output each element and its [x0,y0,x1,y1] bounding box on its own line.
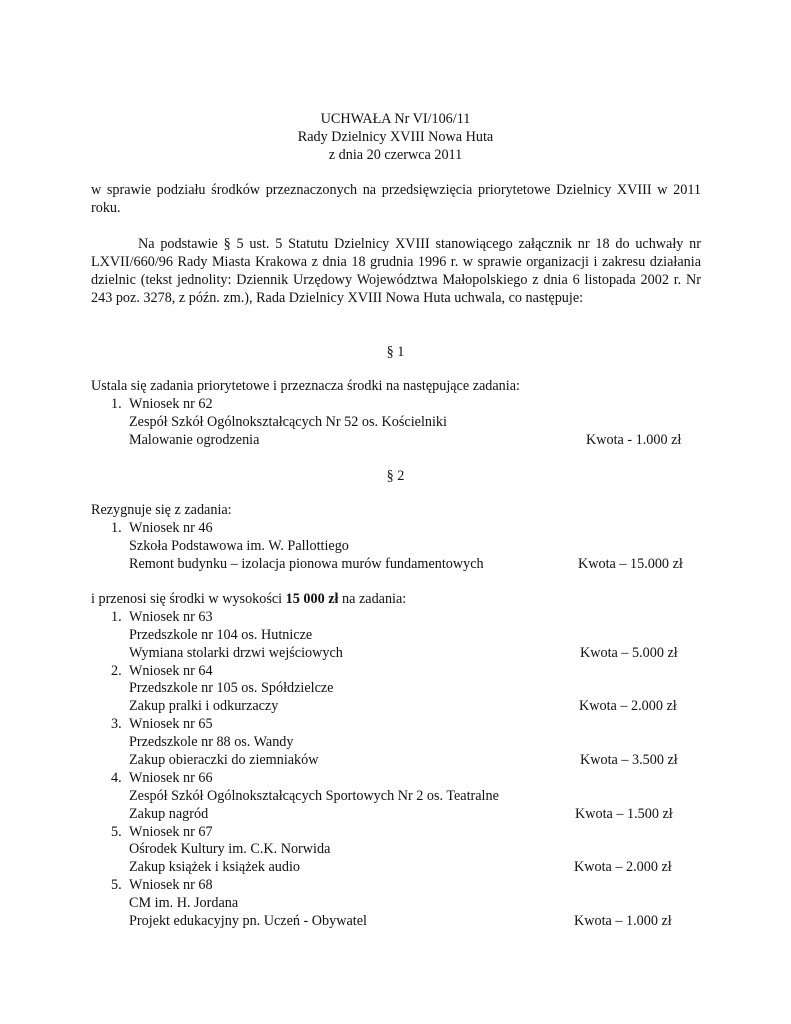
item-amount: Kwota - 1.000 zł [586,431,682,448]
list-item [91,520,711,538]
list-item [91,824,711,842]
list-item [91,609,711,627]
transfer-suffix: na zadania: [338,591,407,607]
item-title: Wniosek nr 62 [129,395,213,412]
section-1-mark: § 1 [386,344,405,360]
section-2-transfer [91,591,711,931]
item-amount: Kwota – 2.000 zł [574,859,672,876]
item-number: 5. [111,823,122,840]
item-amount: Kwota – 1.000 zł [574,913,672,930]
item-task: Zakup pralki i odkurzaczy [129,698,279,715]
item-number: 1. [111,519,122,536]
item-institution: Zespół Szkół Ogólnokształcących Sportowych Nr 2 os. Teatralne [129,787,499,804]
item-number: 4. [111,769,122,786]
item-task: Zakup obieraczki do ziemniaków [129,752,319,769]
resolution-subject: w sprawie podziału środków przeznaczonych na przedsięwzięcia priorytetowe Dzielnicy XVIII w 2011 roku. [91,182,701,216]
item-title: Wniosek nr 68 [129,877,213,894]
item-institution: Przedszkole nr 88 os. Wandy [129,734,294,751]
item-institution: Przedszkole nr 105 os. Spółdzielcze [129,680,334,697]
item-number: 3. [111,716,122,733]
section-1-body [91,378,711,450]
transfer-prefix: i przenosi się środki w wysokości [91,591,286,607]
item-number: 5. [111,877,122,894]
section-2-withdrawn [91,502,711,574]
item-amount: Kwota – 2.000 zł [579,698,677,715]
transfer-intro [91,591,711,609]
document-header [0,111,791,165]
list-item [91,716,711,734]
resolution-date: z dnia 20 czerwca 2011 [328,146,463,163]
list-item [91,877,711,895]
item-amount: Kwota – 1.500 zł [575,805,673,822]
item-task: Wymiana stolarki drzwi wejściowych [129,644,343,661]
item-institution: Przedszkole nr 104 os. Hutnicze [129,626,313,643]
item-institution: Szkoła Podstawowa im. W. Pallottiego [129,537,349,554]
item-number: 2. [111,662,122,679]
resolution-title: UCHWAŁA Nr VI/106/11 [320,111,471,127]
item-institution: CM im. H. Jordana [129,895,239,912]
section-2-intro: Rezygnuje się z zadania: [91,502,232,518]
item-task: Zakup nagród [129,805,209,822]
item-task: Malowanie ogrodzenia [129,431,260,448]
section-1-intro: Ustala się zadania priorytetowe i przeznacza środki na następujące zadania: [91,378,520,394]
item-title: Wniosek nr 67 [129,823,213,840]
council-name: Rady Dzielnicy XVIII Nowa Huta [297,128,494,145]
item-task: Zakup książek i książek audio [129,859,300,876]
item-amount: Kwota – 5.000 zł [580,644,678,661]
list-item [91,663,711,681]
list-item [91,770,711,788]
item-task: Remont budynku – izolacja pionowa murów fundamentowych [129,555,484,572]
item-number: 1. [111,395,122,412]
list-item [91,396,711,414]
item-title: Wniosek nr 46 [129,519,213,536]
item-institution: Ośrodek Kultury im. C.K. Norwida [129,841,331,858]
item-number: 1. [111,608,122,625]
legal-basis-paragraph: Na podstawie § 5 ust. 5 Statutu Dzielnicy XVIII stanowiącego załącznik nr 18 do uchwały nr LXVII/660/96 Rady Miasta Krakowa z dnia 18 grudnia 1996 r. w sprawie organizacji i zakresu działania dzielnic (tekst jednolity: Dziennik Urzędowy Województwa Małopolskiego z dnia 6 listopada 2002 r. Nr 243 poz. 3278, z późn. zm.), Rada Dzielnicy XVIII Nowa Huta uchwala, co następuje: [91,236,701,306]
item-title: Wniosek nr 65 [129,716,213,733]
item-title: Wniosek nr 63 [129,608,213,625]
item-task: Projekt edukacyjny pn. Uczeń - Obywatel [129,913,367,930]
section-2-mark: § 2 [386,468,405,484]
item-amount: Kwota – 3.500 zł [580,752,678,769]
item-amount: Kwota – 15.000 zł [578,555,683,572]
transfer-amount: 15 000 zł [285,591,339,607]
item-institution: Zespół Szkół Ogólnokształcących Nr 52 os. Kościelniki [129,413,447,430]
item-title: Wniosek nr 64 [129,662,213,679]
item-title: Wniosek nr 66 [129,769,213,786]
